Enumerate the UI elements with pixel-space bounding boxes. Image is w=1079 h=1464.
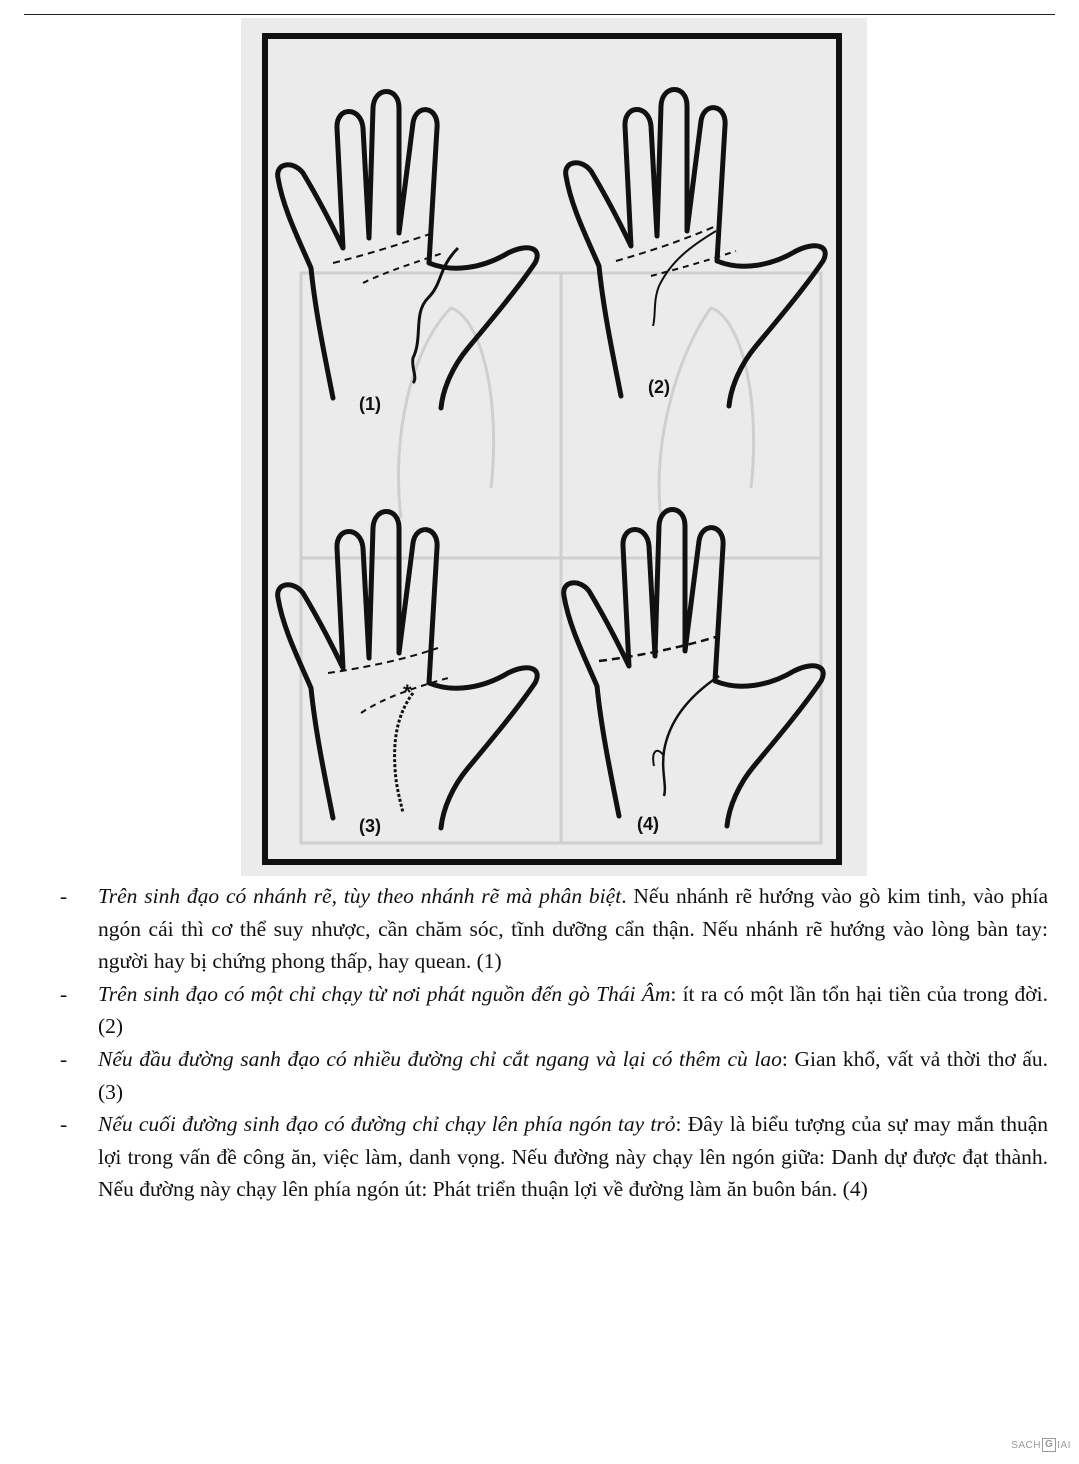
watermark-left: SACH xyxy=(1011,1439,1041,1451)
item-text: : Đây là biểu tượng của sự may mắn thuận lợi trong vấn đề công ăn, việc làm, danh vọng. Nếu đường này chạy lên ngón giữa: Danh dự được đạt thành. Nếu đường này chạy lên phía ngón út: Phát triển thuận lợi về đường làm ăn buôn bán. (4) xyxy=(98,1112,1048,1202)
item-text: : Gian khổ, vất vả thời thơ ấu. (3) xyxy=(98,1046,1048,1104)
item-lead: Nếu cuối đường sinh đạo có đường chỉ chạy lên phía ngón tay trỏ xyxy=(98,1112,676,1137)
label-1: (1) xyxy=(359,394,381,414)
list-item: - Trên sinh đạo có một chỉ chạy từ nơi phát nguồn đến gò Thái Âm: ít ra có một lần tổn hại tiền của trong đời. (2) xyxy=(60,981,1049,1039)
watermark-logo xyxy=(1011,1438,1071,1452)
item-text: . Nếu nhánh rẽ hướng vào gò kim tinh, vào phía ngón cái thì cơ thể suy nhược, cần chăm sóc, tĩnh dưỡng cẩn thận. Nếu nhánh rẽ hướng vào lòng bàn tay: người hay bị chứng phong thấp, hay quean. (1) xyxy=(98,884,1048,974)
item-text: : ít ra có một lần tổn hại tiền của trong đời. (2) xyxy=(98,981,1049,1039)
watermark-right: IAI xyxy=(1057,1439,1071,1451)
label-2: (2) xyxy=(648,377,670,397)
item-lead: Nếu đầu đường sanh đạo có nhiều đường chỉ cắt ngang và lại có thêm cù lao xyxy=(98,1046,782,1071)
item-lead: Trên sinh đạo có nhánh rẽ, tùy theo nhánh rẽ mà phân biệt xyxy=(98,884,622,908)
item-lead: Trên sinh đạo có một chỉ chạy từ nơi phát nguồn đến gò Thái Âm xyxy=(98,981,671,1006)
list-item: - Trên sinh đạo có nhánh rẽ, tùy theo nhánh rẽ mà phân biệt. Nếu nhánh rẽ hướng vào gò kim tinh, vào phía ngón cái thì cơ thể suy nhược, cần chăm sóc, tĩnh dưỡng cẩn thận. Nếu nhánh rẽ hướng vào lòng bàn tay: người hay bị chứng phong thấp, hay quean. (1) xyxy=(60,884,1048,974)
bullet-list xyxy=(60,880,1048,1206)
list-item: - Nếu đầu đường sanh đạo có nhiều đường chỉ cắt ngang và lại có thêm cù lao: Gian khổ, vất vả thời thơ ấu. (3) xyxy=(60,1046,1048,1104)
palm-diagram xyxy=(241,18,867,876)
list-item: - Nếu cuối đường sinh đạo có đường chỉ chạy lên phía ngón tay trỏ: Đây là biểu tượng của sự may mắn thuận lợi trong vấn đề công ăn, việc làm, danh vọng. Nếu đường này chạy lên ngón giữa: Danh dự được đạt thành. Nếu đường này chạy lên phía ngón út: Phát triển thuận lợi về đường làm ăn buôn bán. (4) xyxy=(60,1112,1048,1202)
label-3: (3) xyxy=(359,816,381,836)
label-4: (4) xyxy=(637,814,659,834)
svg-text:*: * xyxy=(403,680,412,705)
top-rule xyxy=(24,14,1055,15)
watermark-mid: G xyxy=(1042,1438,1056,1452)
palm-illustration xyxy=(241,18,867,876)
